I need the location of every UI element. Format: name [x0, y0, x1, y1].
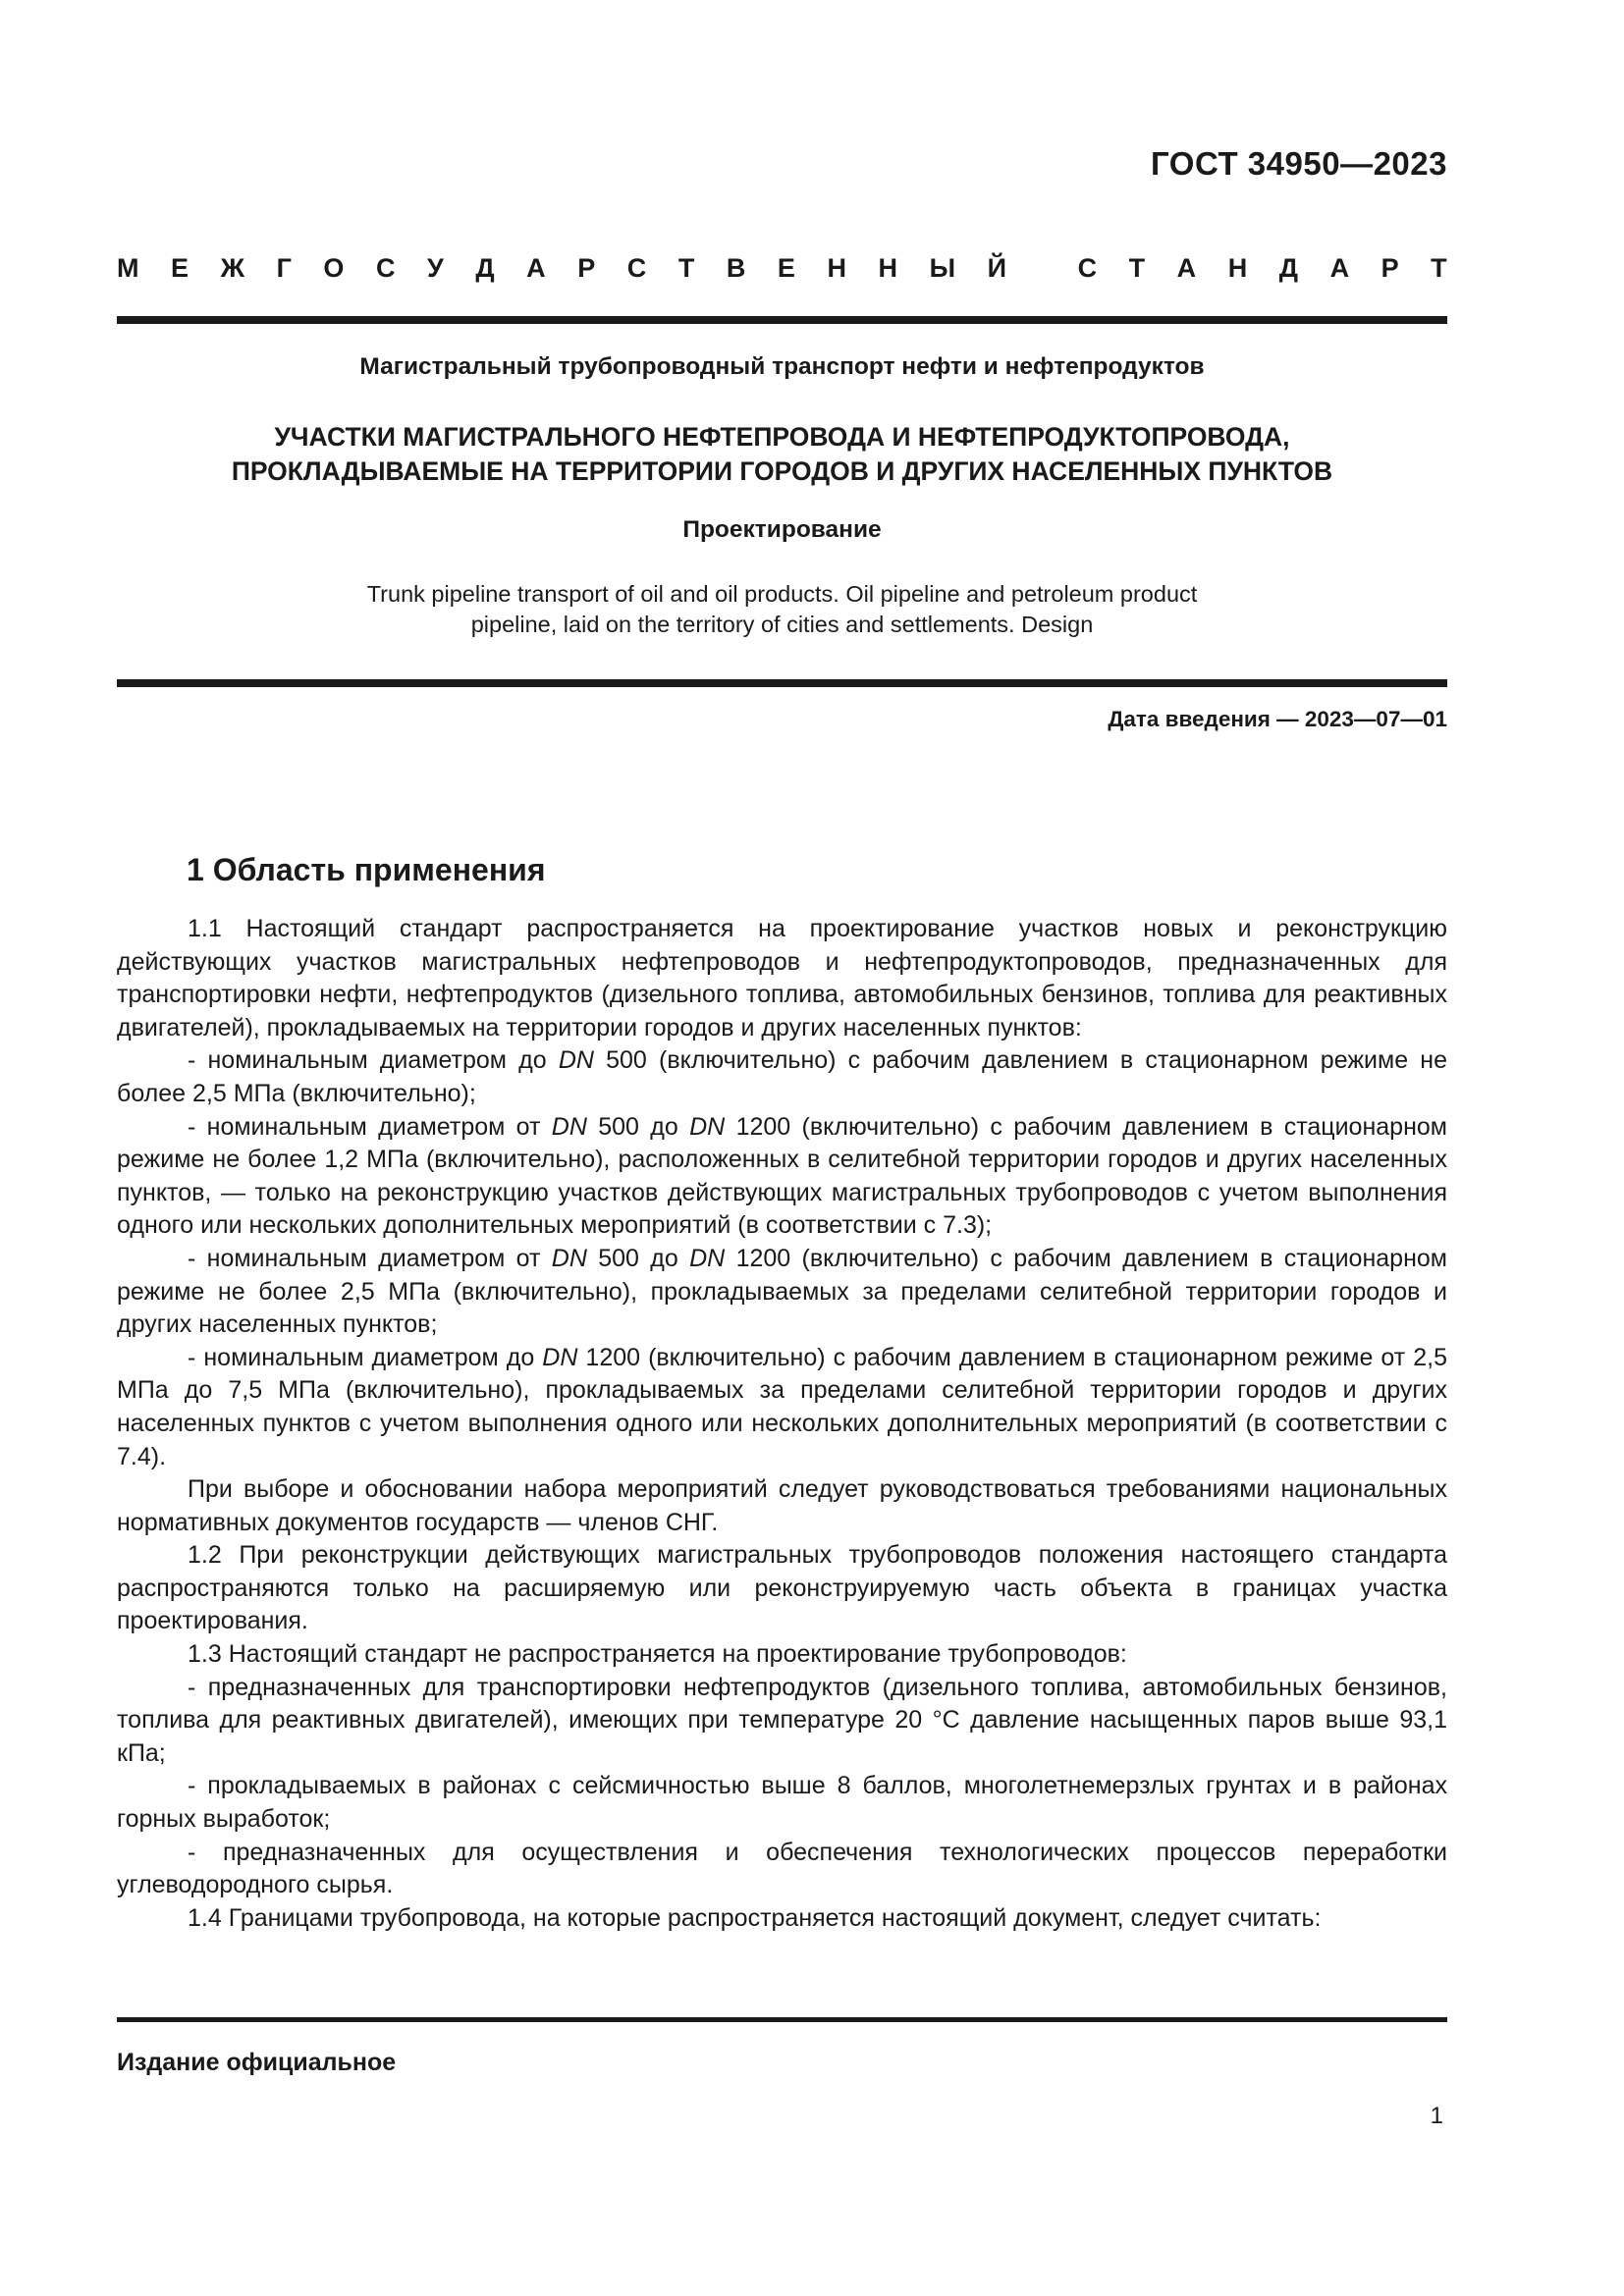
english-title [117, 579, 1447, 640]
banner-letter: В [726, 253, 746, 283]
bullet-item: - предназначенных для осуществления и обеспечения технологических процессов переработки углеводородного сырья. [117, 1838, 1447, 1899]
bullet-item: - предназначенных для транспортировки нефтепродуктов (дизельного топлива, автомобильных бензинов, топлива для реактивных двигателей), имеющих при температуре 20 °С давление насыщенных паров выше 93,1 кПа; [117, 1673, 1447, 1767]
document-subtitle: Магистральный трубопроводный транспорт нефти и нефтепродуктов [359, 353, 1205, 380]
dn-symbol: DN [542, 1343, 578, 1371]
english-title-line: Trunk pipeline transport of oil and oil products. Oil pipeline and petroleum product [366, 581, 1198, 607]
text-run: - номинальным диаметром до [188, 1343, 543, 1371]
banner-letter: Н [878, 253, 898, 283]
banner-letter: Й [987, 253, 1006, 283]
banner-letter: Г [276, 253, 292, 283]
paragraph-1-1: 1.1 Настоящий стандарт распространяется на проектирование участков новых и реконструкцию действующих участков магистральных нефтепроводов и нефтепродуктопроводов, предназначенных для транспортировки нефти, нефтепродуктов (дизельного топлива, автомобильных бензинов, топлива для реактивных двигателей), прокладываемых на территории городов и других населенных пунктов: [117, 915, 1447, 1041]
banner-letter: С [626, 253, 647, 283]
text-run: 1200 (включительно) с рабочим давлением в стационарном режиме от 2,5 МПа до 7,5 МПа (включительно), прокладываемых за пределами селитебной территории городов и других населенных пунктов с учетом выполнения одного или нескольких дополнительных мероприятий (в соответствии с 7.4). [117, 1343, 1447, 1470]
banner-letter: А [526, 253, 546, 283]
banner-letter: О [323, 253, 345, 283]
banner-letter: Т [677, 253, 695, 283]
text-run: 500 до [586, 1112, 690, 1141]
banner-letter: Д [475, 253, 495, 283]
text-run: 500 до [586, 1244, 690, 1272]
banner-letter: Р [1380, 253, 1399, 283]
banner-letter: С [375, 253, 396, 283]
section-body [117, 913, 1447, 1935]
page-number: 1 [1430, 2103, 1443, 2129]
banner-letter: У [427, 253, 444, 283]
paragraph-1-2: 1.2 При реконструкции действующих магистральных трубопроводов положения настоящего стандарта распространяются только на расширяемую или реконструируемую часть объекта в границах участка проектирования. [117, 1541, 1447, 1635]
paragraph-choice: При выборе и обосновании набора мероприятий следует руководствоваться требованиями национальных нормативных документов государств — членов СНГ. [117, 1475, 1447, 1536]
dn-symbol: DN [551, 1244, 587, 1272]
banner-letter: Е [777, 253, 795, 283]
introduction-date: Дата введения — 2023—07—01 [1108, 707, 1447, 731]
dn-symbol: DN [551, 1112, 587, 1141]
text-run: - номинальным диаметром от [188, 1244, 552, 1272]
text-run: - номинальным диаметром от [188, 1112, 552, 1141]
banner-letter [1039, 253, 1047, 284]
text-run: - номинальным диаметром до [188, 1046, 559, 1075]
standard-number: ГОСТ 34950—2023 [1151, 145, 1447, 182]
text-run: 1200 (включительно) с рабочим давлением в стационарном режиме не более 1,2 МПа (включительно), расположенных в селитебной территории городов и других населенных пунктов, — только на реконструкцию участков действующих магистральных трубопроводов с учетом выполнения одного или нескольких дополнительных мероприятий (в соответствии с 7.3); [117, 1112, 1447, 1240]
dn-symbol: DN [689, 1244, 726, 1272]
bullet-item [117, 1342, 1447, 1473]
edition-label: Издание официальное [117, 2049, 397, 2076]
bullet-item [117, 1243, 1447, 1342]
footer-divider [117, 2017, 1447, 2022]
title-line: УЧАСТКИ МАГИСТРАЛЬНОГО НЕФТЕПРОВОДА И НЕФТЕПРОДУКТОПРОВОДА, [274, 422, 1290, 452]
banner-letter: Ж [220, 253, 245, 283]
banner-letter: А [1176, 253, 1197, 283]
banner-letter: Т [1128, 253, 1146, 283]
header-divider [117, 316, 1447, 324]
english-title-line: pipeline, laid on the territory of cities and settlements. Design [470, 612, 1094, 637]
banner-letter: Н [1227, 253, 1248, 283]
banner-letter: Е [171, 253, 189, 283]
title-line: ПРОКЛАДЫВАЕМЫЕ НА ТЕРРИТОРИИ ГОРОДОВ И ДРУГИХ НАСЕЛЕННЫХ ПУНКТОВ [231, 456, 1333, 486]
section-heading: 1 Область применения [187, 852, 546, 887]
banner-letter: Т [1431, 253, 1447, 283]
bullet-item [117, 1111, 1447, 1243]
bullet-item [117, 1044, 1447, 1110]
title-divider [117, 679, 1447, 687]
banner-letter: М [117, 253, 139, 283]
document-part-title: Проектирование [682, 516, 882, 543]
bullet-item: - прокладываемых в районах с сейсмичностью выше 8 баллов, многолетнемерзлых грунтах и в районах горных выработок; [117, 1772, 1447, 1834]
banner-letter: Ы [929, 253, 956, 283]
paragraph-1-4: 1.4 Границами трубопровода, на которые распространяется настоящий документ, следует считать: [188, 1903, 1322, 1932]
dn-symbol: DN [689, 1112, 726, 1141]
dn-symbol: DN [558, 1046, 594, 1075]
standard-type-banner [117, 253, 1447, 284]
text-run: 1200 (включительно) с рабочим давлением в стационарном режиме не более 2,5 МПа (включительно), прокладываемых за пределами селитебной территории городов и других населенных пунктов; [117, 1244, 1447, 1339]
banner-letter: Р [577, 253, 596, 283]
banner-letter: Н [827, 253, 846, 283]
banner-letter: А [1329, 253, 1350, 283]
banner-letter: С [1077, 253, 1098, 283]
banner-letter: Д [1278, 253, 1299, 283]
paragraph-1-3: 1.3 Настоящий стандарт не распространяется на проектирование трубопроводов: [188, 1640, 1127, 1669]
text-run: 500 (включительно) с рабочим давлением в стационарном режиме не более 2,5 МПа (включительно); [117, 1046, 1447, 1107]
document-title [117, 420, 1447, 489]
